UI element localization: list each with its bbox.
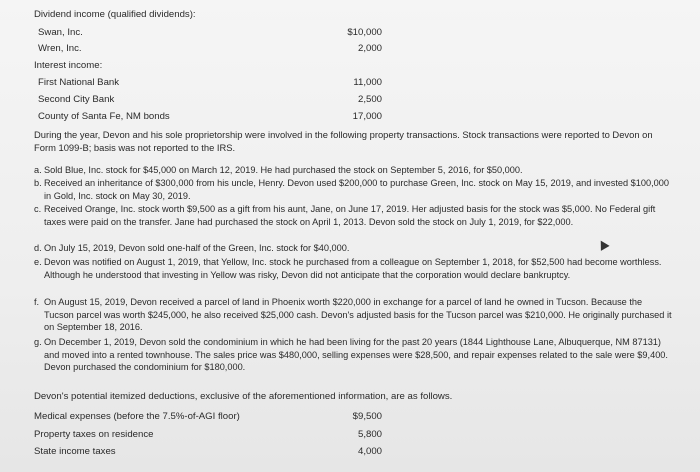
deduction-name: Property taxes on residence (34, 429, 154, 440)
item-label: d. (34, 243, 42, 253)
deduction-amount: 4,000 (357, 446, 382, 457)
interest-amount: 17,000 (352, 111, 382, 122)
dividend-name: Wren, Inc. (38, 43, 82, 54)
transaction-item (34, 164, 674, 177)
item-text: Received an inheritance of $300,000 from his uncle, Henry. Devon used $200,000 to purchase Green, Inc. stock on May 15, 2019, and invested $100,000 in Gold, Inc. stock on May 30, 2019. (44, 178, 669, 201)
transaction-item (34, 256, 674, 281)
transaction-item (34, 177, 674, 202)
item-text: On August 15, 2019, Devon received a parcel of land in Phoenix worth $220,000 in exchange for a parcel of land he owned in Tucson. Because the Tucson parcel was worth $245,000, he also received $25,000 cash. Devon's adjusted basis for the Tucson parcel was $210,000. He originally purchased it on September 18, 2016. (44, 297, 672, 333)
item-text: On December 1, 2019, Devon sold the condominium in which he had been living for the past 20 years (1844 Lighthouse Lane, Albuquerque, NM 87131) and moved into a rented townhouse. The sales price was $480,000, selling expenses were $28,500, and repair expenses related to the sale were $9,400. Devon purchased the condominium for $180,000. (44, 337, 668, 373)
interest-name: County of Santa Fe, NM bonds (38, 111, 170, 122)
deductions-heading: Devon's potential itemized deductions, exclusive of the aforementioned information, are as follows. (34, 391, 453, 402)
dividend-amount: 2,000 (357, 43, 382, 54)
item-label: c. (34, 204, 42, 214)
dividend-name: Swan, Inc. (38, 27, 83, 38)
item-text: Received Orange, Inc. stock worth $9,500 as a gift from his aunt, Jane, on June 17, 2019. Her adjusted basis for the stock was $5,000. No Federal gift taxes were paid on the transfer. Jane had purchased the stock on April 1, 2013. Devon sold the stock on July 1, 2019, for $22,000. (44, 204, 656, 227)
deduction-amount: 5,800 (357, 429, 382, 440)
intro-paragraph: During the year, Devon and his sole proprietorship were involved in the following property transactions. Stock transactions were reported to Devon on Form 1099-B; basis was not reported to the IRS. (34, 129, 653, 153)
deduction-name: State income taxes (34, 446, 116, 457)
item-label: e. (34, 257, 42, 267)
item-label: f. (34, 297, 40, 307)
item-label: g. (34, 337, 42, 347)
transaction-item (34, 242, 674, 255)
interest-amount: 2,500 (357, 94, 382, 105)
interest-name: First National Bank (38, 77, 120, 88)
dividend-amount: $10,000 (347, 27, 382, 38)
item-label: a. (34, 165, 42, 175)
interest-amount: 11,000 (353, 77, 382, 88)
item-text: Sold Blue, Inc. stock for $45,000 on March 12, 2019. He had purchased the stock on September 5, 2016, for $50,000. (44, 165, 523, 175)
deduction-name: Medical expenses (before the 7.5%-of-AGI floor) (34, 411, 240, 422)
transaction-item (34, 336, 674, 374)
interest-name: Second City Bank (38, 94, 115, 105)
dividend-heading: Dividend income (qualified dividends): (34, 9, 196, 20)
interest-heading: Interest income: (34, 60, 103, 71)
item-text: Devon was notified on August 1, 2019, that Yellow, Inc. stock he purchased from a colleague on September 1, 2018, for $52,500 had become worthless. Although he understood that investing in Yellow was risky, Devon did not anticipate that the corporation would declare bankruptcy. (44, 257, 662, 280)
item-text: On July 15, 2019, Devon sold one-half of the Green, Inc. stock for $40,000. (44, 243, 350, 253)
item-label: b. (34, 178, 42, 188)
transaction-item (34, 296, 674, 334)
deduction-amount: $9,500 (352, 411, 382, 422)
transaction-item (34, 203, 674, 228)
